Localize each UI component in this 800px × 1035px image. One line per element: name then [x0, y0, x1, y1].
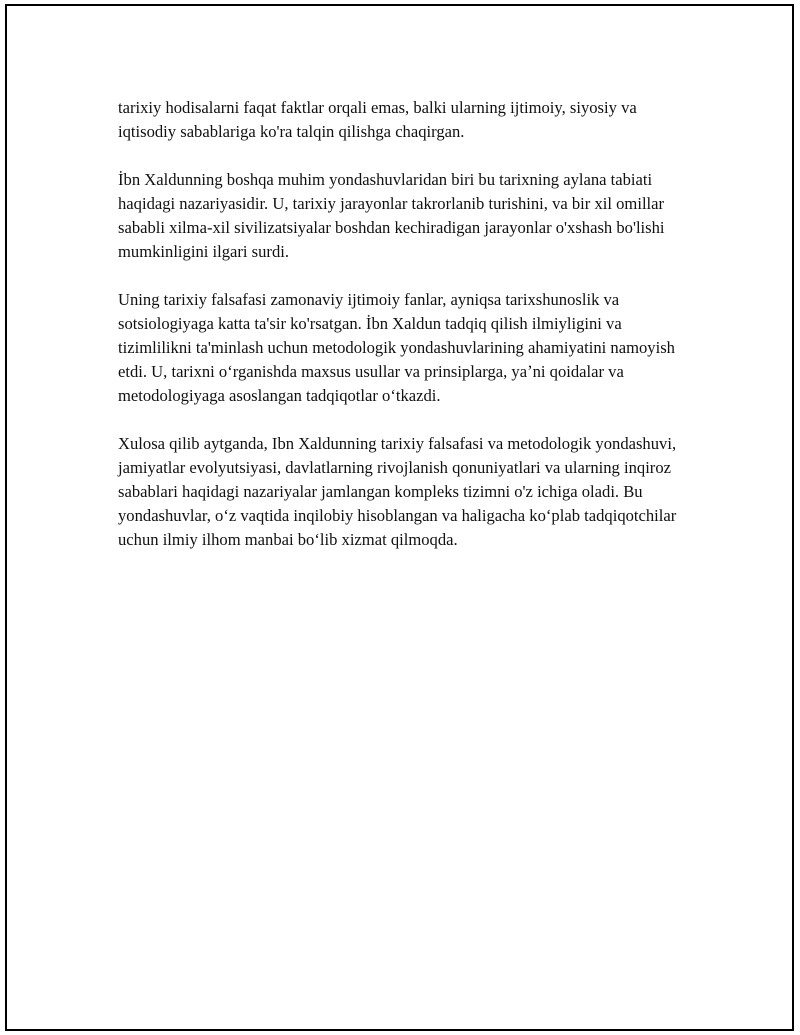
paragraph-4: Xulosa qilib aytganda, Ibn Xaldunning tarixiy falsafasi va metodologik yondashuvi, jamiyatlar evolyutsiyasi, davlatlarning rivojlanish qonuniyatlari va ularning inqiroz sabablari haqidagi nazariyalar jamlangan kompleks tizimni o'z ichiga oladi. Bu yondashuvlar, oʻz vaqtida inqilobiy hisoblangan va haligacha koʻplab tadqiqotchilar uchun ilmiy ilhom manbai boʻlib xizmat qilmoqda. — [118, 434, 677, 549]
page-frame — [5, 4, 794, 1031]
paragraph-1: tarixiy hodisalarni faqat faktlar orqali emas, balki ularning ijtimoiy, siyosiy va iqtisodiy sabablariga ko'ra talqin qilishga chaqirgan. — [118, 98, 637, 141]
document-body — [118, 96, 698, 576]
paragraph-2: İbn Xaldunning boshqa muhim yondashuvlaridan biri bu tarixning aylana tabiati haqidagi nazariyasidir. U, tarixiy jarayonlar takrorlanib turishini, va bir xil omillar sababli xilma-xil sivilizatsiyalar boshdan kechiradigan jarayonlar o'xshash bo'lishi mumkinligini ilgari surdi. — [118, 170, 665, 261]
paragraph-3: Uning tarixiy falsafasi zamonaviy ijtimoiy fanlar, ayniqsa tarixshunoslik va sotsiologiyaga katta ta'sir ko'rsatgan. İbn Xaldun tadqiq qilish ilmiyligini va tizimlilikni ta'minlash uchun metodologik yondashuvlarining ahamiyatini namoyish etdi. U, tarixni oʻrganishda maxsus usullar va prinsiplarga, yaʼni qoidalar va metodologiyaga asoslangan tadqiqotlar oʻtkazdi. — [118, 290, 675, 405]
